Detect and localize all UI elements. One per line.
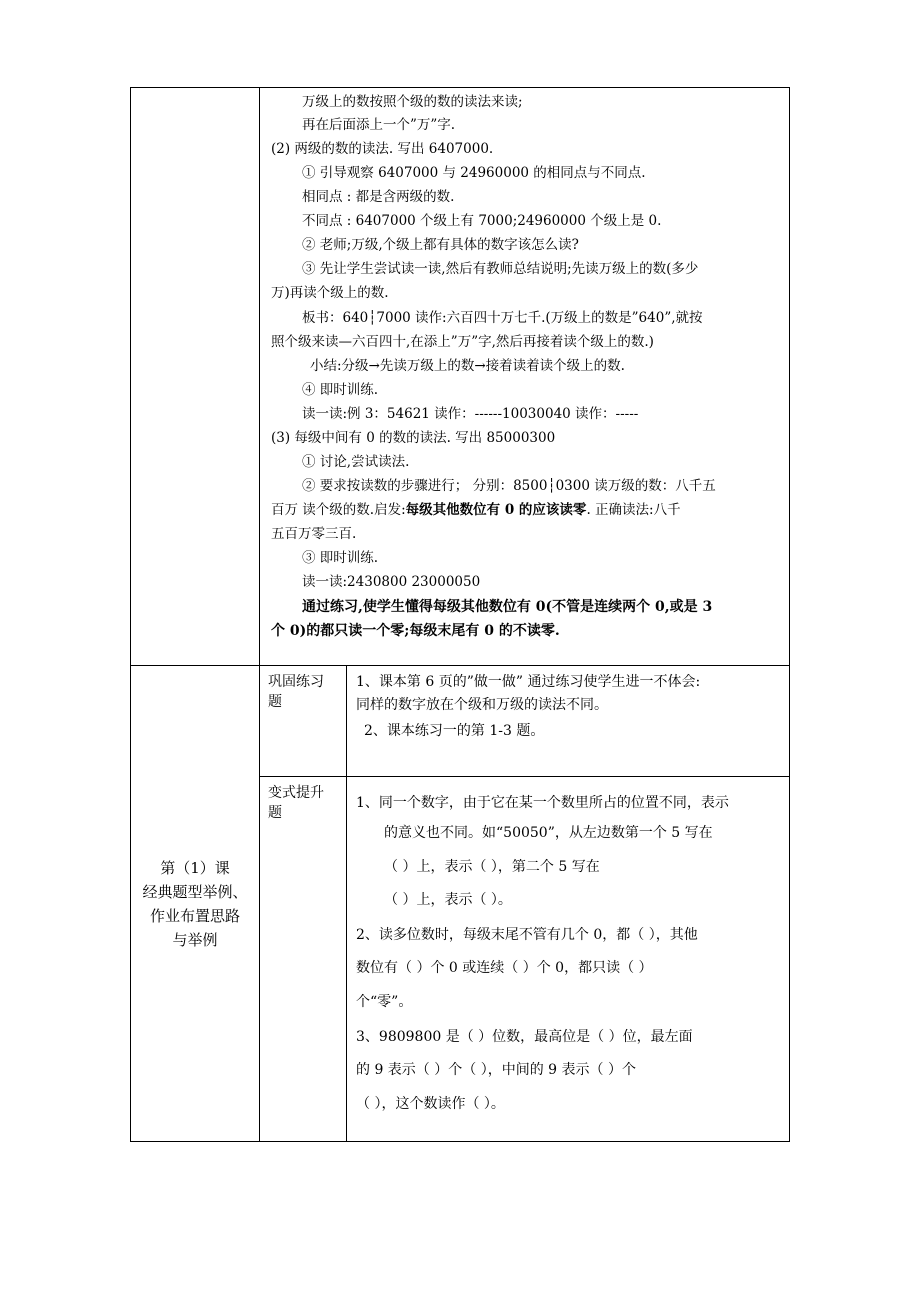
- label-line: 题: [268, 694, 282, 710]
- label-line: 题: [268, 805, 282, 821]
- text-line: ② 要求按读数的步骤进行； 分别：8500┆0300 读万级的数：八千五: [302, 478, 716, 494]
- lesson-title: [131, 856, 259, 952]
- text-line: (2) 两级的数的读法. 写出 6407000.: [271, 141, 494, 157]
- row-divider: [130, 665, 790, 666]
- text-line: 照个级来读—六百四十,在添上”万”字,然后再接着读个级上的数.): [271, 334, 654, 350]
- text-segment: 百万 读个级的数.启发:: [271, 502, 406, 518]
- variation-line: 的意义也不同。如“50050”，从左边数第一个 5 写在: [384, 825, 713, 841]
- text-line: 小结:分级→先读万级上的数→接着读着读个级上的数.: [310, 358, 625, 374]
- title-line: 经典题型举例、: [142, 883, 248, 901]
- variation-line: 的 9 表示（ ）个（ ），中间的 9 表示（ ）个: [356, 1062, 636, 1078]
- text-line: (3) 每级中间有 0 的数的读法. 写出 85000300: [271, 430, 556, 446]
- text-line: 再在后面添上一个”万”字.: [302, 117, 456, 133]
- text-line: 不同点 : 6407000 个级上有 7000;24960000 个级上是 0.: [302, 213, 662, 229]
- text-line: 五百万零三百.: [271, 526, 357, 542]
- consolidation-line: 1、课本第 6 页的”做一做” 通过练习使学生进一不体会:: [356, 674, 701, 690]
- conclusion-line: 个 0)的都只读一个零;每级末尾有 0 的不读零.: [271, 623, 560, 639]
- text-segment: . 正确读法:八千: [586, 502, 681, 518]
- label-line: 巩固练习: [268, 674, 324, 690]
- subcolumn-divider: [346, 665, 347, 1142]
- text-line: 读一读:2430800 23000050: [302, 574, 481, 590]
- text-line: 万级上的数按照个级的数的读法来读;: [302, 94, 523, 110]
- variation-label: [268, 783, 324, 823]
- title-line: 作业布置思路: [149, 907, 240, 925]
- bold-segment: 每级其他数位有 0 的应该读零: [405, 502, 587, 518]
- label-line: 变式提升: [268, 785, 324, 801]
- title-line: 与举例: [172, 931, 218, 949]
- text-line: ③ 先让学生尝试读一读,然后有教师总结说明;先读万级上的数(多少: [302, 261, 699, 277]
- text-line: 相同点 : 都是含两级的数.: [302, 189, 455, 205]
- text-line-mixed: [271, 500, 681, 520]
- variation-line: 1、同一个数字，由于它在某一个数里所占的位置不同，表示: [356, 795, 729, 811]
- column-divider: [259, 87, 260, 1142]
- consolidation-line: 同样的数字放在个级和万级的读法不同。: [356, 697, 608, 713]
- text-line: ③ 即时训练.: [302, 550, 379, 566]
- text-line: 板书：640┆7000 读作:六百四十万七千.(万级上的数是”640”,就按: [302, 310, 703, 326]
- text-line: ② 老师;万级,个级上都有具体的数字该怎么读?: [302, 237, 579, 253]
- conclusion-line: 通过练习,使学生懂得每级其他数位有 0(不管是连续两个 0,或是 3: [302, 599, 713, 615]
- variation-line: 2、读多位数时，每级末尾不管有几个 0，都（ ），其他: [356, 927, 698, 943]
- variation-line: （ ）上，表示（ ），第二个 5 写在: [384, 859, 600, 875]
- text-line: 读一读:例 3：54621 读作：------10030040 读作：-----: [302, 406, 639, 422]
- variation-line: 数位有（ ）个 0 或连续（ ）个 0，都只读（ ）: [356, 960, 653, 976]
- variation-line: （ ）上，表示（ ）。: [384, 892, 512, 908]
- consolidation-label: [268, 672, 324, 712]
- title-line: 第（1）课: [160, 859, 230, 877]
- variation-line: 3、9809800 是（ ）位数，最高位是（ ）位，最左面: [356, 1029, 693, 1045]
- consolidation-line: 2、课本练习一的第 1-3 题。: [364, 723, 545, 739]
- text-line: ① 引导观察 6407000 与 24960000 的相同点与不同点.: [302, 165, 646, 181]
- text-line: ① 讨论,尝试读法.: [302, 454, 410, 470]
- text-line: ④ 即时训练.: [302, 382, 379, 398]
- variation-line: （ ），这个数读作（ ）。: [356, 1096, 505, 1112]
- text-line: 万)再读个级上的数.: [271, 285, 389, 301]
- subrow-divider: [259, 776, 790, 777]
- variation-line: 个“零”。: [356, 994, 413, 1010]
